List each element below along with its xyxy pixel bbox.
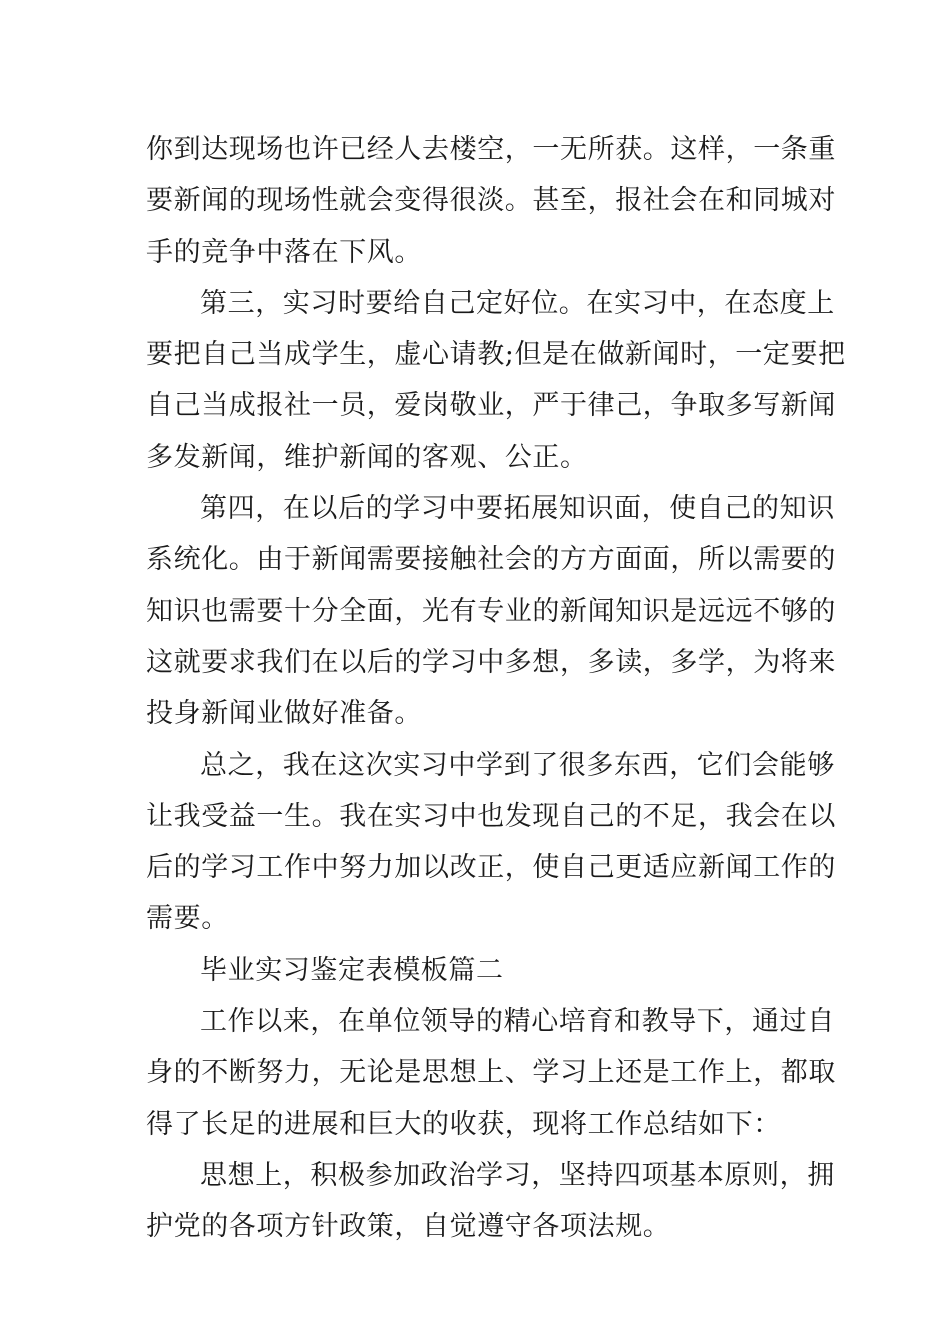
text-line: 这就要求我们在以后的学习中多想，多读，多学，为将来 <box>146 646 836 678</box>
paragraph-start-line: 第四，在以后的学习中要拓展知识面，使自己的知识 <box>200 493 835 525</box>
text-line: 护党的各项方针政策，自觉遵守各项法规。 <box>146 1211 671 1243</box>
text-line: 系统化。由于新闻需要接触社会的方方面面，所以需要的 <box>146 544 836 576</box>
text-line: 多发新闻，维护新闻的客观、公正。 <box>146 441 588 473</box>
text-line: 要把自己当成学生，虚心请教;但是在做新闻时，一定要把 <box>146 339 846 371</box>
text-line: 需要。 <box>146 903 229 935</box>
text-line: 后的学习工作中努力加以改正，使自己更适应新闻工作的 <box>146 852 836 884</box>
section-heading: 毕业实习鉴定表模板篇二 <box>200 954 504 986</box>
paragraph-start-line: 思想上，积极参加政治学习，坚持四项基本原则，拥 <box>200 1159 835 1191</box>
paragraph-start-line: 工作以来，在单位领导的精心培育和教导下，通过自 <box>200 1006 835 1038</box>
text-line: 知识也需要十分全面，光有专业的新闻知识是远远不够的 <box>146 595 836 627</box>
text-line: 得了长足的进展和巨大的收获，现将工作总结如下： <box>146 1108 781 1140</box>
text-line: 你到达现场也许已经人去楼空，一无所获。这样，一条重 <box>146 134 836 165</box>
text-line: 要新闻的现场性就会变得很淡。甚至，报社会在和同城对 <box>146 185 836 217</box>
document-body <box>146 124 846 1253</box>
text-line: 自己当成报社一员，爱岗敬业，严于律己，争取多写新闻 <box>146 390 836 422</box>
paragraph-start-line: 总之，我在这次实习中学到了很多东西，它们会能够 <box>200 749 835 781</box>
text-line: 投身新闻业做好准备。 <box>146 698 422 730</box>
text-line: 让我受益一生。我在实习中也发现自己的不足，我会在以 <box>146 800 836 832</box>
paragraph-start-line: 第三，实习时要给自己定好位。在实习中，在态度上 <box>200 287 835 319</box>
text-line: 手的竞争中落在下风。 <box>146 236 422 268</box>
text-line: 身的不断努力，无论是思想上、学习上还是工作上，都取 <box>146 1057 836 1089</box>
